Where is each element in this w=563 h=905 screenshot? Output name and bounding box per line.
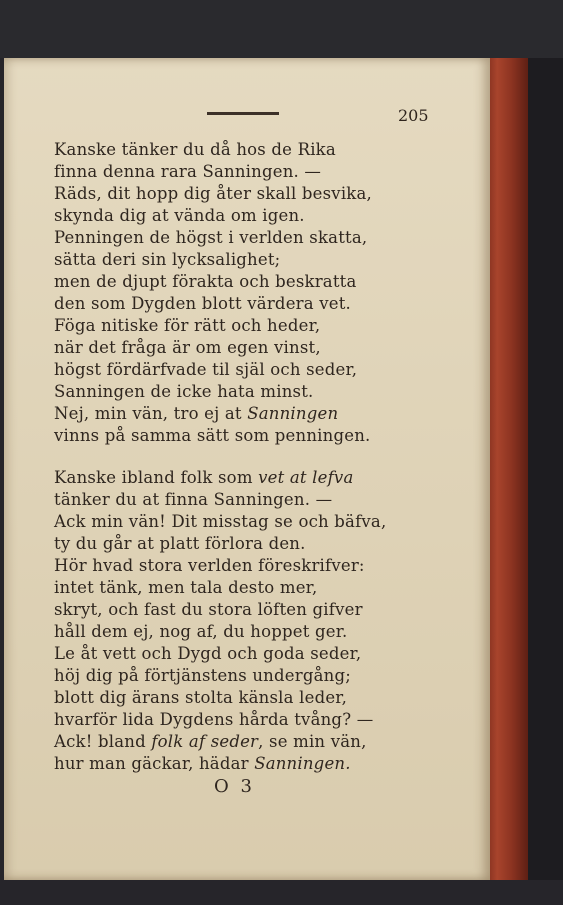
poem-line: Sanningen de icke hata minst. <box>54 382 314 401</box>
background-top <box>0 0 563 58</box>
poem-line: höj dig på förtjänstens undergång; <box>54 666 351 685</box>
header-rule <box>207 112 279 115</box>
background-bottom <box>0 880 563 905</box>
poem-line: vinns på samma sätt som penningen. <box>54 426 371 445</box>
poem-line: Räds, dit hopp dig åter skall besvika, <box>54 184 372 203</box>
poem-line: högst fördärfvade til själ och seder, <box>54 360 358 379</box>
poem-line: när det fråga är om egen vinst, <box>54 338 321 357</box>
poem-line: ty du går at platt förlora den. <box>54 534 306 553</box>
page-number: 205 <box>398 106 429 125</box>
poem-line: håll dem ej, nog af, du hoppet ger. <box>54 622 348 641</box>
page-edge-red <box>484 58 528 880</box>
poem-line: Kanske ibland folk som vet at lefva <box>54 468 354 487</box>
signature-mark: O 3 <box>214 776 255 797</box>
poem-line: blott dig ärans stolta känsla leder, <box>54 688 348 707</box>
poem-line: Penningen de högst i verlden skatta, <box>54 228 368 247</box>
poem-line: tänker du at finna Sanningen. — <box>54 490 333 509</box>
poem-line: Kanske tänker du då hos de Rika <box>54 140 336 159</box>
poem-line: hur man gäckar, hädar Sanningen. <box>54 754 351 773</box>
poem-line: skynda dig at vända om igen. <box>54 206 305 225</box>
poem-line: men de djupt förakta och beskratta <box>54 272 357 291</box>
book-cover-edge <box>528 58 563 905</box>
poem-line: Le åt vett och Dygd och goda seder, <box>54 644 362 663</box>
poem-line: intet tänk, men tala desto mer, <box>54 578 318 597</box>
poem-line: Ack min vän! Dit misstag se och bäfva, <box>54 512 387 531</box>
poem-line: Föga nitiske för rätt och heder, <box>54 316 321 335</box>
poem-line: skryt, och fast du stora löften gifver <box>54 600 363 619</box>
poem-line: Hör hvad stora verlden föreskrifver: <box>54 556 365 575</box>
poem-line: finna denna rara Sanningen. — <box>54 162 322 181</box>
poem-line: sätta deri sin lycksalighet; <box>54 250 281 269</box>
poem-line: hvarför lida Dygdens hårda tvång? — <box>54 710 374 729</box>
poem-line: Ack! bland folk af seder, se min vän, <box>54 732 367 751</box>
poem-line: Nej, min vän, tro ej at Sanningen <box>54 404 339 423</box>
poem-line: den som Dygden blott värdera vet. <box>54 294 351 313</box>
